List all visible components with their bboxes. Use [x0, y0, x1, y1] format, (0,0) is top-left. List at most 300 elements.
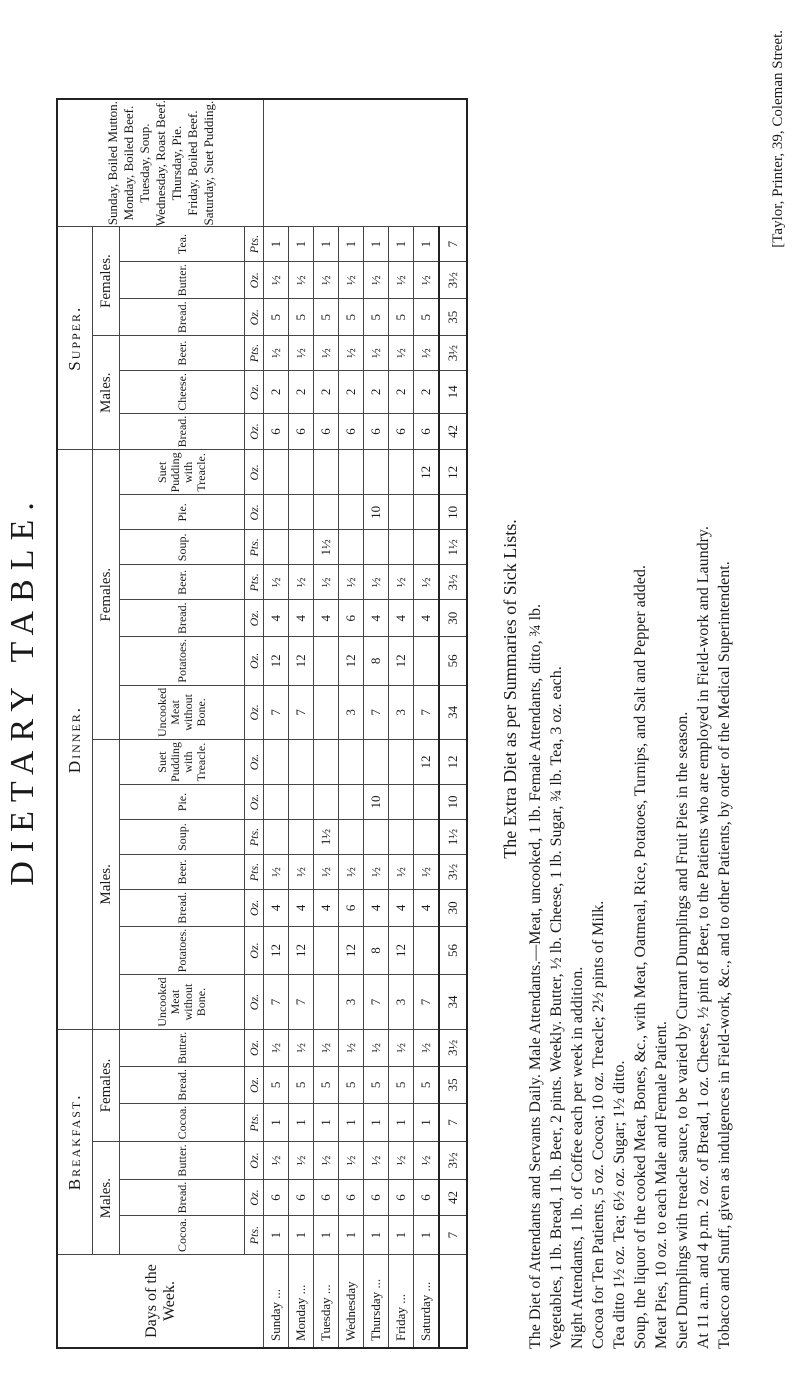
note-line: Soup, the liquor of the cooked Meat, Bones, &c., with Meat, Oatmeal, Rice, Potatoes, Turnips, and Salt and Pepper added.: [632, 565, 649, 1349]
menu-line: Monday, Boiled Beef.: [120, 105, 136, 221]
ration-cell: 4: [414, 600, 440, 637]
ration-cell: ½: [389, 336, 414, 371]
column-item-header: Bread.: [120, 1067, 245, 1104]
ration-cell: [264, 495, 289, 530]
column-unit: Oz.: [245, 450, 264, 495]
ration-cell: [314, 975, 339, 1029]
ration-cell: 1: [389, 1103, 414, 1142]
total-cell: 12: [439, 740, 467, 785]
total-cell: 35: [439, 299, 467, 336]
ration-cell: 4: [389, 890, 414, 927]
total-cell: 7: [439, 227, 467, 262]
ration-cell: ½: [289, 262, 314, 299]
table-row: [314, 99, 339, 1348]
column-unit: Oz.: [245, 785, 264, 820]
daily-menu: [57, 99, 264, 226]
notes-lead: The Extra Diet as per Summaries of Sick Lists.: [500, 519, 520, 859]
column-item-header: Beer.: [120, 565, 245, 600]
day-name: Tuesday ...: [314, 1255, 339, 1349]
column-unit: Pts.: [245, 820, 264, 855]
column-item-header: Cocoa.: [120, 1216, 245, 1255]
ration-cell: [389, 495, 414, 530]
ration-cell: [314, 637, 339, 686]
ration-cell: ½: [339, 1029, 364, 1066]
ration-cell: ½: [364, 565, 389, 600]
ration-cell: [314, 926, 339, 975]
column-item-header: Beer.: [120, 336, 245, 371]
ration-cell: 1: [264, 227, 289, 262]
ration-cell: 1: [389, 1216, 414, 1255]
ration-cell: [314, 450, 339, 495]
supper-males: Males.: [93, 336, 120, 450]
total-cell: 30: [439, 600, 467, 637]
column-item-header: Potatoes.: [120, 926, 245, 975]
ration-cell: 12: [264, 926, 289, 975]
ration-cell: [339, 530, 364, 565]
column-item-header: Pie.: [120, 785, 245, 820]
ration-cell: [364, 740, 389, 785]
ration-cell: 3: [339, 685, 364, 739]
column-unit: Pts.: [245, 1103, 264, 1142]
total-cell: 12: [439, 450, 467, 495]
ration-cell: 5: [289, 299, 314, 336]
ration-cell: 6: [389, 413, 414, 450]
ration-cell: [339, 495, 364, 530]
ration-cell: 1: [314, 1103, 339, 1142]
ration-cell: 6: [339, 1179, 364, 1216]
column-unit: Oz.: [245, 975, 264, 1029]
ration-cell: 2: [389, 371, 414, 414]
ration-cell: 4: [414, 890, 440, 927]
ration-cell: [389, 450, 414, 495]
ration-cell: 1: [364, 1216, 389, 1255]
ration-cell: 5: [389, 299, 414, 336]
ration-cell: [339, 785, 364, 820]
ration-cell: 8: [364, 637, 389, 686]
ration-cell: [314, 740, 339, 785]
ration-cell: ½: [264, 565, 289, 600]
column-unit: Oz.: [245, 637, 264, 686]
ration-cell: 4: [364, 600, 389, 637]
dinner-males: Males.: [93, 740, 120, 1030]
note-line: Suet Dumplings with treacle sauce, to be varied by Currant Dumplings and Fruit Pies in the season.: [674, 711, 691, 1349]
column-item-header: Uncooked Meat without Bone.: [120, 685, 245, 739]
ration-cell: 6: [339, 600, 364, 637]
ration-cell: ½: [364, 1142, 389, 1179]
total-cell: 3½: [439, 1029, 467, 1066]
total-cell: 14: [439, 371, 467, 414]
column-item-header: Cocoa.: [120, 1103, 245, 1142]
column-unit: Oz.: [245, 1067, 264, 1104]
ration-cell: [264, 450, 289, 495]
ration-cell: 6: [364, 1179, 389, 1216]
ration-cell: ½: [364, 336, 389, 371]
ration-cell: 5: [389, 1067, 414, 1104]
column-item-header: Butter.: [120, 1029, 245, 1066]
ration-cell: ½: [264, 855, 289, 890]
ration-cell: 7: [414, 685, 440, 739]
ration-cell: 6: [389, 1179, 414, 1216]
menu-line: Friday, Boiled Beef.: [184, 110, 200, 216]
column-item-header: Potatoes.: [120, 637, 245, 686]
ration-cell: 1: [264, 1216, 289, 1255]
column-item-header: Soup.: [120, 820, 245, 855]
ration-cell: ½: [314, 262, 339, 299]
ration-cell: 12: [264, 637, 289, 686]
ration-cell: 6: [314, 413, 339, 450]
ration-cell: [289, 495, 314, 530]
page-title: DIETARY TABLE.: [4, 493, 41, 886]
menu-line: Tuesday, Soup.: [136, 123, 152, 203]
total-cell: 7: [439, 1216, 467, 1255]
column-unit: Pts.: [245, 1216, 264, 1255]
total-cell: 3½: [439, 855, 467, 890]
ration-cell: 1: [289, 1216, 314, 1255]
ration-cell: ½: [264, 336, 289, 371]
column-item-header: Bread.: [120, 600, 245, 637]
ration-cell: 6: [289, 1179, 314, 1216]
total-cell: 56: [439, 926, 467, 975]
column-item-header: Suet Pudding with Treacle.: [120, 740, 245, 785]
table-row: [289, 99, 314, 1348]
ration-cell: 12: [414, 740, 440, 785]
note-line: Cocoa for Ten Patients, 5 oz. Cocoa; 10 oz. Treacle; 2½ pints of Milk.: [590, 900, 607, 1349]
table-row: [414, 99, 440, 1348]
ration-cell: ½: [414, 565, 440, 600]
ration-cell: 8: [364, 926, 389, 975]
ration-cell: ½: [289, 1142, 314, 1179]
day-name: Saturday ...: [414, 1255, 440, 1349]
ration-cell: 1: [314, 227, 339, 262]
ration-cell: 7: [364, 975, 389, 1029]
menu-line: Sunday, Boiled Mutton.: [104, 101, 120, 226]
column-unit: Oz.: [245, 926, 264, 975]
ration-cell: [339, 740, 364, 785]
ration-cell: [289, 785, 314, 820]
ration-cell: [414, 530, 440, 565]
total-cell: 34: [439, 975, 467, 1029]
table-row: [339, 99, 364, 1348]
breakfast-females: Females.: [93, 1029, 120, 1142]
ration-cell: 6: [339, 413, 364, 450]
ration-cell: ½: [339, 565, 364, 600]
ration-cell: 4: [264, 890, 289, 927]
ration-cell: 12: [389, 637, 414, 686]
ration-cell: [364, 530, 389, 565]
ration-cell: ½: [364, 262, 389, 299]
ration-cell: 7: [264, 975, 289, 1029]
ration-cell: [389, 530, 414, 565]
ration-cell: 2: [414, 371, 440, 414]
ration-cell: ½: [289, 855, 314, 890]
ration-cell: ½: [339, 1142, 364, 1179]
ration-cell: ½: [314, 336, 339, 371]
ration-cell: ½: [414, 262, 440, 299]
ration-cell: 5: [414, 1067, 440, 1104]
ration-cell: 5: [314, 299, 339, 336]
ration-cell: [389, 785, 414, 820]
total-cell: 1½: [439, 530, 467, 565]
printer-imprint: [Taylor, Printer, 39, Coleman Street.: [770, 30, 786, 248]
ration-cell: 5: [414, 299, 440, 336]
ration-cell: 7: [414, 975, 440, 1029]
note-line: Night Attendants, 1 lb. of Coffee each per week in addition.: [569, 966, 586, 1349]
column-item-header: Bread.: [120, 299, 245, 336]
table-row: [389, 99, 414, 1348]
ration-cell: 12: [389, 926, 414, 975]
total-cell: 3½: [439, 336, 467, 371]
column-item-header: Suet Pudding with Treacle.: [120, 450, 245, 495]
ration-cell: 4: [389, 600, 414, 637]
column-unit: Oz.: [245, 1029, 264, 1066]
ration-cell: ½: [389, 1142, 414, 1179]
ration-cell: 1: [314, 1216, 339, 1255]
total-cell: 7: [439, 1103, 467, 1142]
supper-females: Females.: [93, 227, 120, 336]
note-line: Meat Pies, 10 oz. to each Male and Female Patient.: [653, 1021, 670, 1349]
ration-cell: 5: [289, 1067, 314, 1104]
column-item-header: Butter.: [120, 1142, 245, 1179]
ration-cell: ½: [364, 1029, 389, 1066]
ration-cell: 1: [414, 1216, 440, 1255]
ration-cell: ½: [339, 855, 364, 890]
column-item-header: Butter.: [120, 262, 245, 299]
ration-cell: 12: [339, 637, 364, 686]
table-row: [364, 99, 389, 1348]
ration-cell: 5: [264, 1067, 289, 1104]
column-item-header: Tea.: [120, 227, 245, 262]
ration-cell: [314, 685, 339, 739]
ration-cell: [364, 450, 389, 495]
ration-cell: [414, 785, 440, 820]
dinner-females: Females.: [93, 450, 120, 740]
total-cell: 1½: [439, 820, 467, 855]
ration-cell: ½: [289, 336, 314, 371]
total-cell: 42: [439, 1179, 467, 1216]
ration-cell: ½: [339, 336, 364, 371]
ration-cell: 6: [264, 1179, 289, 1216]
day-name: Thursday ...: [364, 1255, 389, 1349]
ration-cell: [314, 785, 339, 820]
ration-cell: ½: [389, 1029, 414, 1066]
ration-cell: 3: [389, 975, 414, 1029]
ration-cell: ½: [414, 1029, 440, 1066]
ration-cell: ½: [414, 336, 440, 371]
ration-cell: [414, 495, 440, 530]
ration-cell: ½: [414, 855, 440, 890]
ration-cell: 10: [364, 785, 389, 820]
total-cell: 34: [439, 685, 467, 739]
column-item-header: Bread.: [120, 890, 245, 927]
ration-cell: 1: [389, 227, 414, 262]
column-unit: Oz.: [245, 740, 264, 785]
ration-cell: [339, 450, 364, 495]
ration-cell: 1: [339, 1103, 364, 1142]
totals-row: [439, 99, 467, 1348]
ration-cell: 2: [314, 371, 339, 414]
ration-cell: [264, 785, 289, 820]
ration-cell: ½: [414, 1142, 440, 1179]
ration-cell: [264, 530, 289, 565]
ration-cell: 3: [389, 685, 414, 739]
total-cell: 35: [439, 1067, 467, 1104]
ration-cell: ½: [389, 262, 414, 299]
column-item-header: Cheese.: [120, 371, 245, 414]
ration-cell: [389, 820, 414, 855]
ration-cell: 1: [264, 1103, 289, 1142]
ration-cell: ½: [389, 855, 414, 890]
total-cell: 10: [439, 495, 467, 530]
ration-cell: ½: [364, 855, 389, 890]
ration-cell: 2: [289, 371, 314, 414]
ration-cell: 1: [289, 1103, 314, 1142]
column-unit: Pts.: [245, 855, 264, 890]
ration-cell: 1: [289, 227, 314, 262]
ration-cell: [414, 926, 440, 975]
column-unit: Oz.: [245, 600, 264, 637]
column-unit: Pts.: [245, 336, 264, 371]
column-item-header: Pie.: [120, 495, 245, 530]
ration-cell: 4: [314, 600, 339, 637]
ration-cell: [364, 820, 389, 855]
column-unit: Oz.: [245, 685, 264, 739]
ration-cell: [414, 637, 440, 686]
ration-cell: 2: [264, 371, 289, 414]
column-unit: Oz.: [245, 890, 264, 927]
note-line: The Diet of Attendants and Servants Daily. Male Attendants.—Meat, uncooked, 1 lb. Female Attendants, ditto, ¾ lb.: [527, 603, 544, 1349]
column-unit: Oz.: [245, 413, 264, 450]
breakfast-header: Breakfast.: [57, 1029, 93, 1254]
ration-cell: [314, 495, 339, 530]
ration-cell: ½: [264, 1142, 289, 1179]
total-cell: 3½: [439, 565, 467, 600]
total-cell: 42: [439, 413, 467, 450]
day-name: Sunday ...: [264, 1255, 289, 1349]
notes: [500, 29, 735, 1349]
dietary-table: [56, 98, 468, 1349]
ration-cell: 4: [289, 890, 314, 927]
total-cell: 30: [439, 890, 467, 927]
table-row: [264, 99, 289, 1348]
dinner-header: Dinner.: [57, 450, 93, 1029]
ration-cell: 1: [364, 1103, 389, 1142]
ration-cell: 1: [364, 227, 389, 262]
column-unit: Oz.: [245, 1142, 264, 1179]
ration-cell: 12: [414, 450, 440, 495]
note-line: Vegetables, 1 lb. Bread, 1 lb. Beer, 2 pints. Weekly. Butter, ½ lb. Cheese, 1 lb. Sugar, ¾ lb. Tea, 3 oz. each.: [548, 666, 565, 1349]
ration-cell: 6: [414, 413, 440, 450]
ration-cell: 7: [289, 685, 314, 739]
note-line: At 11 a.m. and 4 p.m. 2 oz. of Bread, 1 oz. Cheese, ½ pint of Beer, to the Patients who are employed in Field-work and Laundry.: [695, 526, 712, 1349]
ration-cell: [289, 450, 314, 495]
ration-cell: ½: [314, 565, 339, 600]
breakfast-males: Males.: [93, 1142, 120, 1255]
ration-cell: 6: [339, 890, 364, 927]
ration-cell: 6: [264, 413, 289, 450]
ration-cell: 4: [289, 600, 314, 637]
ration-cell: 1: [339, 227, 364, 262]
ration-cell: 7: [289, 975, 314, 1029]
ration-cell: 1½: [314, 530, 339, 565]
totals-label: [439, 1255, 467, 1349]
ration-cell: 5: [364, 299, 389, 336]
total-cell: 3½: [439, 1142, 467, 1179]
ration-cell: 5: [339, 1067, 364, 1104]
ration-cell: ½: [264, 1029, 289, 1066]
ration-cell: [264, 740, 289, 785]
ration-cell: 4: [364, 890, 389, 927]
note-line: Tea ditto 1½ oz. Tea; 6½ oz. Sugar; 1½ ditto.: [611, 1060, 628, 1349]
ration-cell: 4: [314, 890, 339, 927]
ration-cell: ½: [289, 1029, 314, 1066]
day-name: Friday ...: [389, 1255, 414, 1349]
total-cell: 3½: [439, 262, 467, 299]
ration-cell: [414, 820, 440, 855]
ration-cell: ½: [314, 1029, 339, 1066]
ration-cell: 12: [289, 926, 314, 975]
ration-cell: [264, 820, 289, 855]
column-unit: Pts.: [245, 565, 264, 600]
menu-line: Saturday, Suet Pudding.: [200, 100, 216, 226]
days-header: Days of the Week.: [57, 1255, 264, 1349]
ration-cell: 6: [364, 413, 389, 450]
ration-cell: ½: [314, 1142, 339, 1179]
ration-cell: 2: [364, 371, 389, 414]
ration-cell: 6: [414, 1179, 440, 1216]
total-cell: 56: [439, 637, 467, 686]
ration-cell: [289, 530, 314, 565]
ration-cell: 4: [264, 600, 289, 637]
note-line: Tobacco and Snuff, given as indulgences in Field-work, &c., and to other Patients, by order of the Medical Superintendent.: [716, 561, 733, 1349]
ration-cell: ½: [339, 262, 364, 299]
column-unit: Oz.: [245, 1179, 264, 1216]
ration-cell: ½: [389, 565, 414, 600]
supper-header: Supper.: [57, 227, 93, 450]
ration-cell: 12: [339, 926, 364, 975]
column-item-header: Bread.: [120, 413, 245, 450]
ration-cell: 1½: [314, 820, 339, 855]
ration-cell: 3: [339, 975, 364, 1029]
day-name: Monday ...: [289, 1255, 314, 1349]
ration-cell: ½: [264, 262, 289, 299]
ration-cell: ½: [289, 565, 314, 600]
ration-cell: [339, 820, 364, 855]
column-unit: Oz.: [245, 495, 264, 530]
ration-cell: 6: [314, 1179, 339, 1216]
menu-line: Wednesday, Roast Beef.: [152, 100, 168, 227]
ration-cell: [289, 820, 314, 855]
ration-cell: 5: [339, 299, 364, 336]
column-item-header: Soup.: [120, 530, 245, 565]
ration-cell: 1: [339, 1216, 364, 1255]
ration-cell: 5: [364, 1067, 389, 1104]
ration-cell: ½: [314, 855, 339, 890]
menu-line: Thursday, Pie.: [168, 125, 184, 201]
day-name: Wednesday: [339, 1255, 364, 1349]
column-unit: Pts.: [245, 227, 264, 262]
column-unit: Oz.: [245, 299, 264, 336]
ration-cell: 1: [414, 227, 440, 262]
column-item-header: Uncooked Meat without Bone.: [120, 975, 245, 1029]
ration-cell: [389, 740, 414, 785]
column-unit: Pts.: [245, 530, 264, 565]
ration-cell: 12: [289, 637, 314, 686]
ration-cell: 10: [364, 495, 389, 530]
column-item-header: Beer.: [120, 855, 245, 890]
column-unit: Oz.: [245, 371, 264, 414]
ration-cell: [289, 740, 314, 785]
ration-cell: 7: [364, 685, 389, 739]
